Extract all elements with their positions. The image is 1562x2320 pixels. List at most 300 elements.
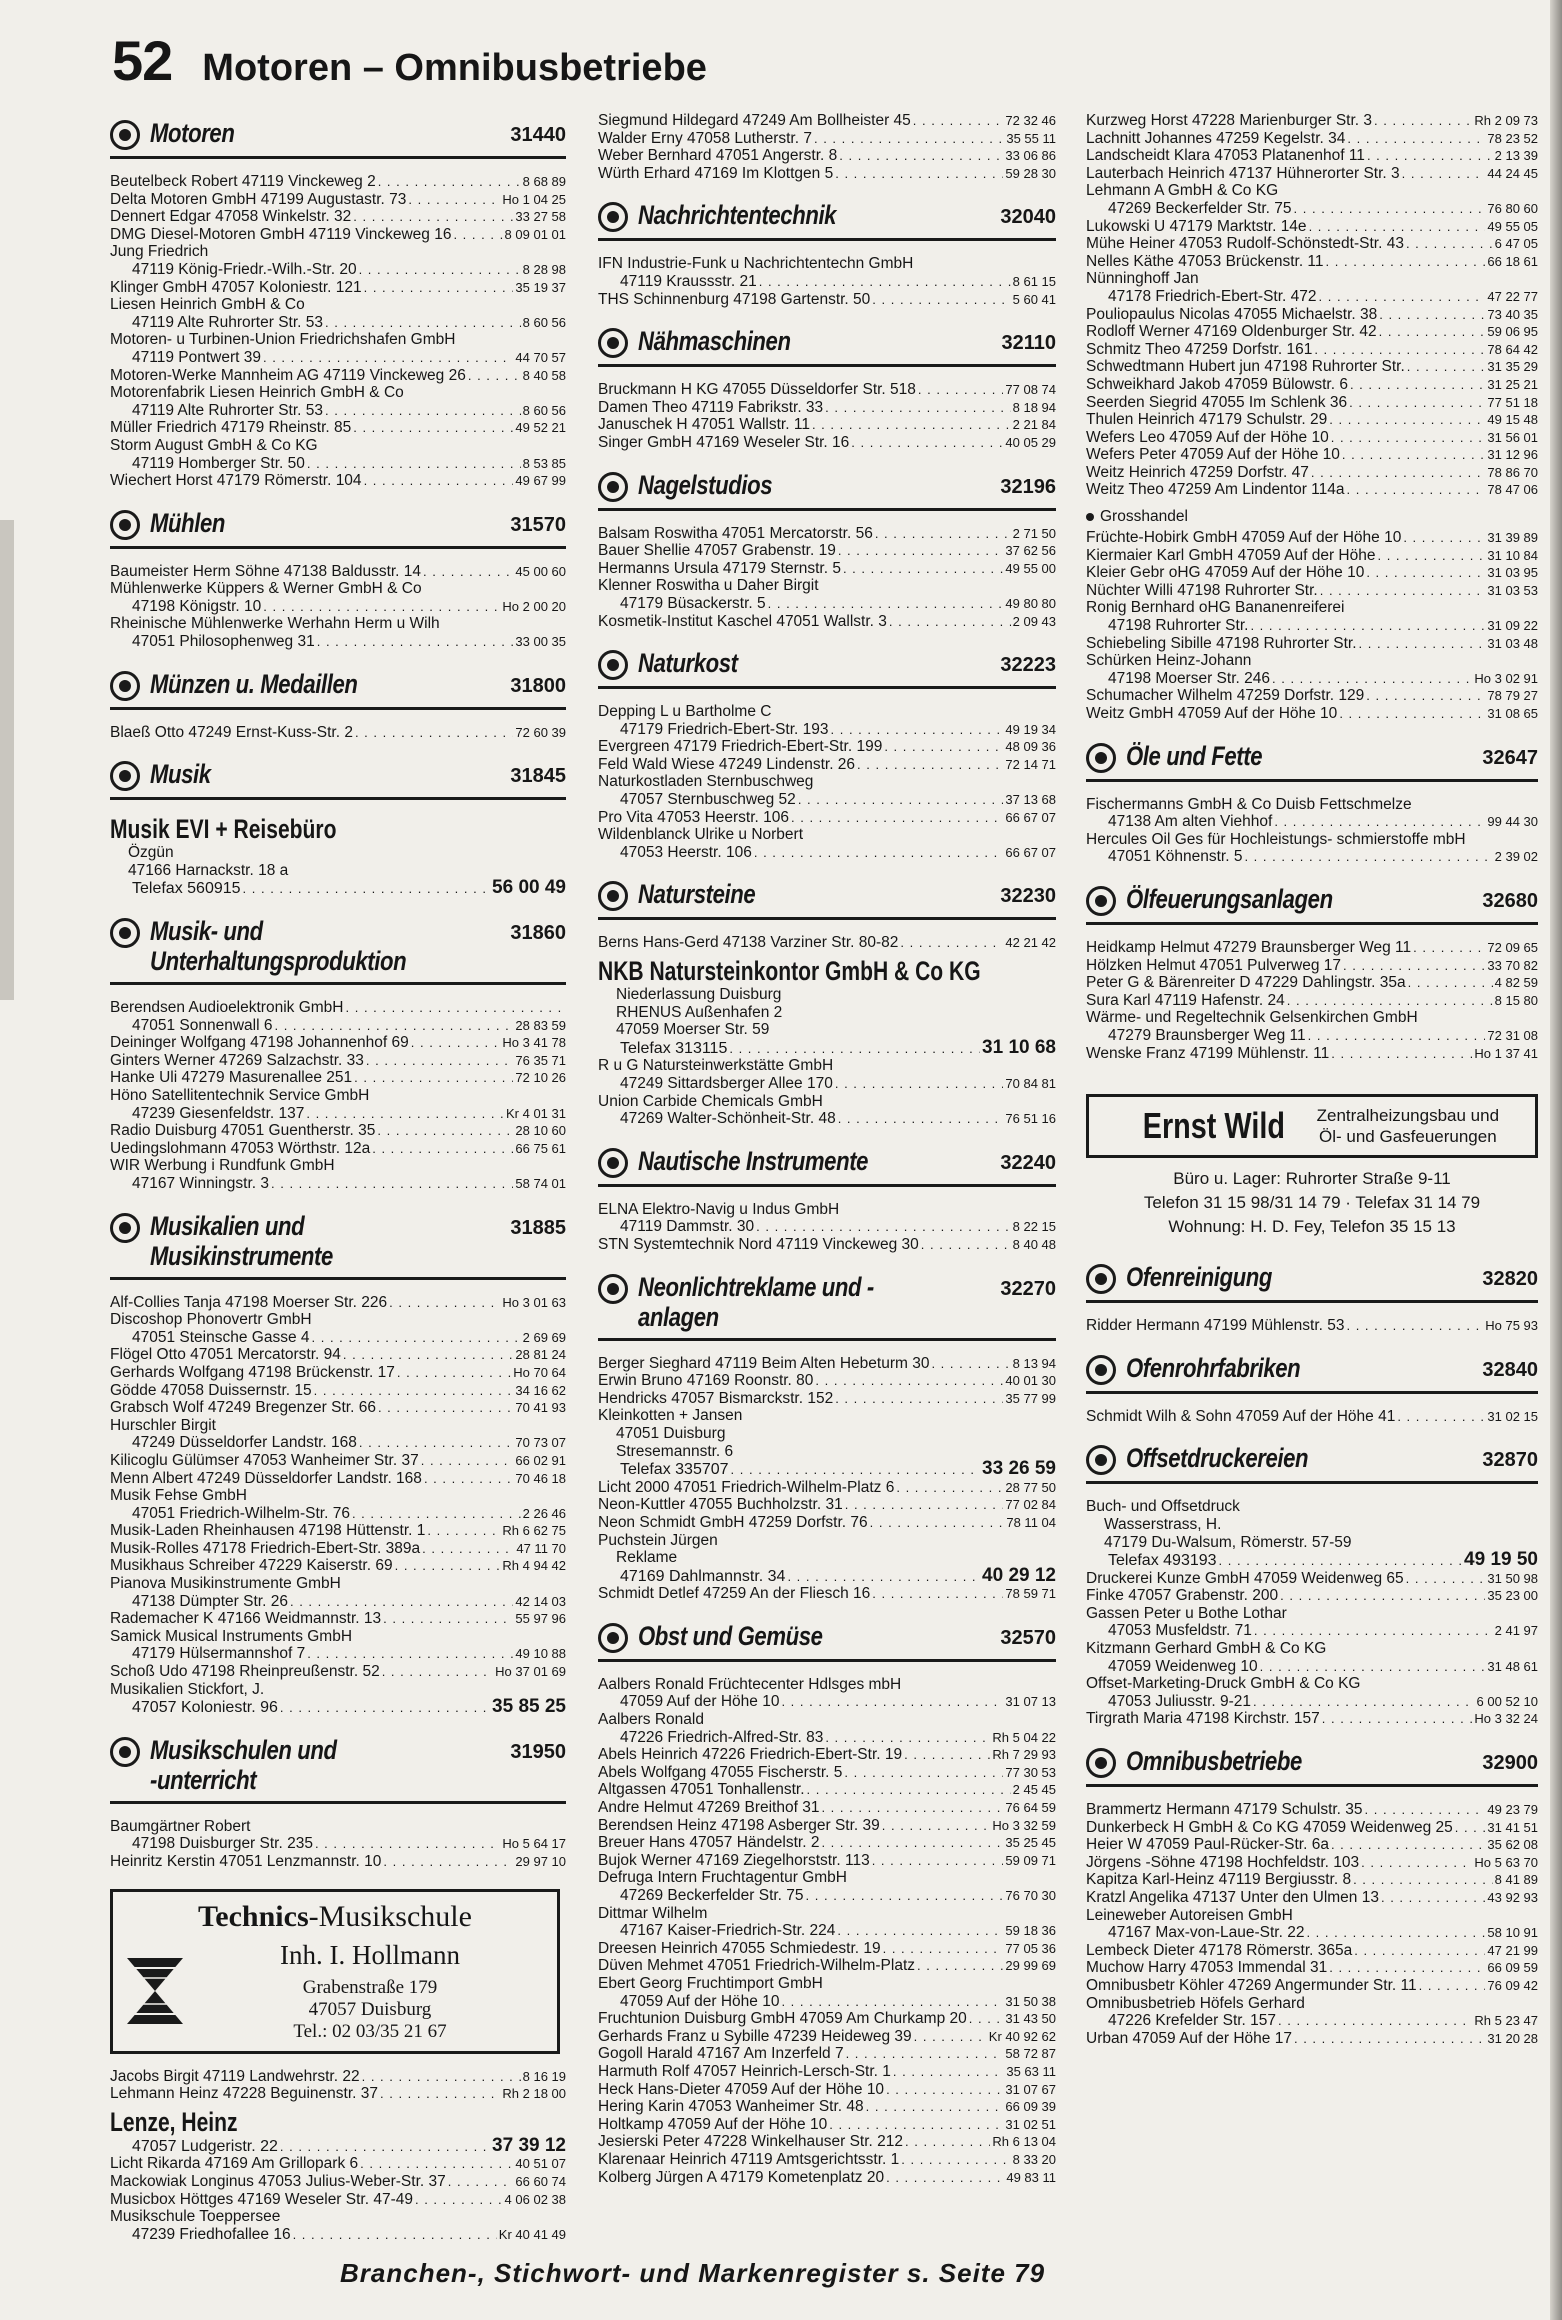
listing-line: IFN Industrie-Funk u Nachrichtentechn GmbH [598,255,914,273]
category-name: Musikschulen und -unterricht [150,1734,337,1795]
listing-entry [1086,464,1538,482]
column-1 [110,112,566,2243]
entry-name: Telefax 313115 [620,1039,728,1057]
entry-phone: 8 16 19 [522,2068,566,2084]
side-register-tab [0,520,14,1000]
entry-name: STN Systemtechnik Nord 47119 Vinckeweg 30 [598,1235,919,1253]
entry-name: Lauterbach Heinrich 47137 Hühnerorter Str. 3 [1086,164,1400,182]
listing-entry [110,279,566,297]
listing-entry [598,934,1056,952]
entry-name: Grabsch Wolf 47249 Bregenzer Str. 66 [110,1399,376,1417]
listing-line: Offset-Marketing-Druck GmbH & Co KG [1086,1675,1361,1693]
entry-phone: 28 10 60 [515,1123,566,1139]
category-title-group [110,508,490,540]
listing-entry [598,1514,1056,1532]
dot-leader [1329,1959,1485,1977]
category-bullet-icon [110,671,140,701]
entry-phone: 99 44 30 [1487,814,1538,830]
dot-leader [825,1729,990,1747]
entry-name: Müller Friedrich 47179 Rheinstr. 85 [110,419,352,437]
entry-name: Rademacher K 47166 Weidmannstr. 13 [110,1610,382,1628]
listing-entry [1086,1317,1538,1335]
category-heading [598,1615,1056,1662]
entry-name: Omnibusbetr Köhler 47269 Angermunder Str. 11 [1086,1976,1417,1994]
entry-phone: 77 51 18 [1487,394,1538,410]
entry-name: 47239 Friedhofallee 16 [132,2225,291,2243]
category-code: 31950 [510,1740,566,1763]
listing-entry [1086,1658,1538,1676]
page-edge-shadow [1550,0,1562,2320]
entry-phone: Ho 3 01 63 [502,1294,566,1310]
category-name: Motoren [150,118,235,148]
entry-name: 47226 Krefelder Str. 157 [1108,2012,1277,2030]
entry-name: 47198 Königstr. 10 [132,597,262,615]
ad-phone: Tel.: 02 03/35 21 67 [293,2020,447,2042]
entry-name: 47119 Kraussstr. 21 [620,272,757,290]
dot-leader [1377,547,1485,565]
listing-entry [598,1460,1056,1479]
entry-name: Deininger Wolfgang 47198 Johannenhof 69 [110,1034,409,1052]
listing-entry [110,1835,566,1853]
category-name: Mühlen [150,507,226,538]
listing-entry [598,1479,1056,1497]
category-code: 31570 [510,513,566,536]
listing-entry [110,1452,566,1470]
entry-phone: 2 39 02 [1494,849,1538,865]
entry-phone: 56 00 49 [492,879,566,899]
dot-leader [904,1746,990,1764]
entry-name: Beutelbeck Robert 47119 Vinckeweg 2 [110,173,376,190]
listing-line: Jung Friedrich [110,243,209,261]
entry-phone: 28 83 59 [515,1017,566,1033]
entry-phone: 31 50 38 [1005,1993,1056,2009]
listing-entry [1086,112,1538,130]
listing-line: Depping L u Bartholme C [598,703,772,721]
listing-entry [110,598,566,616]
entry-phone: 42 21 42 [1005,935,1056,951]
entry-name: Jesierski Peter 47228 Winkelhauser Str. 212 [598,2133,903,2151]
dot-leader [343,1346,513,1364]
category-title-group [598,1272,978,1332]
listing-entry [110,208,566,226]
dot-leader [913,112,1004,130]
entry-name: Schiebeling Sibille 47198 Ruhrorter Str. [1086,634,1357,652]
listing-entry [598,1922,1056,1940]
listing-line: Wildenblanck Ulrike u Norbert [598,826,804,844]
entry-phone: 8 61 15 [1012,273,1056,289]
category-code: 31440 [510,124,566,146]
listing-entry [598,416,1056,434]
entry-name: Flögel Otto 47051 Mercatorstr. 94 [110,1346,341,1364]
entry-phone: 78 59 71 [1005,1586,1056,1602]
entry-name: Kolberg Jürgen A 47179 Kometenplatz 20 [598,2168,885,2186]
entry-phone: 31 02 15 [1487,1408,1538,1424]
ad-wild-desc [1317,1105,1499,1147]
category-name: Nachrichtentechnik [638,200,837,231]
entry-name: Wenske Franz 47199 Mühlenstr. 11 [1086,1044,1330,1062]
ad-wild-desc-2: Öl- und Gasfeuerungen [1319,1127,1497,1147]
dot-leader [806,1887,1004,1905]
entry-name: 47179 Friedrich-Ebert-Str. 193 [620,720,829,738]
entry-phone: 49 19 34 [1005,721,1056,737]
dot-leader [846,2045,1004,2063]
entry-name: Balsam Roswitha 47051 Mercatorstr. 56 [598,524,873,542]
dot-leader [1365,1801,1486,1819]
entry-phone: 78 79 27 [1487,688,1538,704]
entry-name: Schumacher Wilhelm 47259 Dorfstr. 129 [1086,687,1365,705]
category-title-group [1086,741,1466,773]
dot-leader [411,1034,501,1052]
dot-leader [325,402,521,420]
listing-entry [1086,235,1538,253]
entry-phone: 33 06 86 [1005,148,1056,164]
entry-phone: 66 67 07 [1005,809,1056,825]
entry-phone: 31 41 51 [1487,1819,1538,1835]
dot-leader [921,1236,1011,1254]
entry-name: Abels Heinrich 47226 Friedrich-Ebert-Str. 19 [598,1746,903,1764]
listing-entry [598,1110,1056,1128]
listing-entry [598,1887,1056,1905]
entry-name: Damen Theo 47119 Fabrikstr. 33 [598,398,824,416]
entry-phone: 49 10 88 [515,1646,566,1662]
entry-phone: 47 11 70 [516,1540,566,1556]
entry-phone: 59 18 36 [1005,1923,1056,1939]
category-name: Ofenreinigung [1126,1262,1272,1293]
listing-line: R u G Natursteinwerkstätte GmbH [598,1057,834,1075]
entry-name: 47057 Ludgeristr. 22 [132,2137,278,2155]
entry-name: Kratzl Angelika 47137 Unter den Ulmen 13 [1086,1889,1379,1906]
listing-entry [1086,358,1538,376]
listing-line: Motorenfabrik Liesen Heinrich GmbH & Co [110,384,404,402]
entry-phone: Rh 6 13 04 [992,2134,1056,2150]
entry-name: Schmidt Detlef 47259 An der Fliesch 16 [598,1585,871,1603]
entry-phone: 8 18 94 [1012,399,1056,415]
category-code: 32040 [1000,206,1056,229]
listing-line: Baumgärtner Robert [110,1817,251,1835]
listing-entry [110,455,566,473]
listing-entry [110,402,566,420]
entry-name: Finke 47057 Grabenstr. 200 [1086,1587,1279,1605]
entry-phone: 49 52 21 [515,420,566,436]
listing-entry [110,349,566,367]
entry-name: 47119 Homberger Str. 50 [132,454,305,472]
entry-name: Januschek H 47051 Wallstr. 11 [598,416,810,434]
entry-phone: 70 41 93 [515,1400,566,1416]
listing-line: Motoren- u Turbinen-Union Friedrichshafen GmbH [110,331,456,349]
entry-name: 47059 Weidenweg 10 [1108,1657,1258,1675]
entry-name: DMG Diesel-Motoren GmbH 47119 Vinckeweg 16 [110,225,452,243]
entry-name: Dreesen Heinrich 47055 Schmiedestr. 19 [598,1939,881,1957]
entry-phone: Ho 70 64 [513,1364,566,1380]
listing-entry [110,1364,566,1382]
listing-line: Reklame [616,1549,678,1567]
entry-phone: 6 00 52 10 [1476,1693,1538,1709]
dot-leader [1413,939,1485,957]
listing-entry [1086,974,1538,992]
dot-leader [905,2133,990,2151]
entry-name: 47198 Ruhrorter Str. [1108,617,1249,635]
listing-entry [110,226,566,244]
dot-leader [1339,705,1485,723]
entry-name: 47198 Duisburger Str. 235 [132,1835,313,1853]
listing-entry [110,367,566,385]
category-heading [598,464,1056,511]
entry-phone: 31 56 01 [1487,429,1538,445]
dot-leader [352,1505,521,1523]
entry-name: 47269 Beckerfelder Str. 75 [1108,199,1292,217]
listing-entry [110,2085,566,2103]
dot-leader [1322,1710,1473,1728]
dot-leader [1343,957,1485,975]
entry-name: Muchow Harry 47053 Immendal 31 [1086,1959,1328,1977]
dot-leader [362,2068,521,2086]
listing-entry [1086,446,1538,464]
dot-leader [359,261,521,279]
listing-entry [110,1017,566,1035]
listing-entry [598,147,1056,165]
dot-leader [307,1645,513,1663]
listing-entry [110,419,566,437]
entry-phone: Ho 3 02 91 [1474,670,1538,686]
category-heading [110,663,566,710]
listing-entry [1086,1924,1538,1942]
listing-line: 47059 Moerser Str. 59 [616,1021,770,1039]
entry-phone: 8 60 56 [522,314,566,330]
entry-phone: 31 03 95 [1487,565,1538,581]
listing-entry [1086,1801,1538,1819]
listing-line: Dittmar Wilhelm [598,1904,708,1922]
listing-entry [598,2045,1056,2063]
category-heading [1086,1256,1538,1303]
entry-phone: Ho 3 41 78 [502,1035,566,1051]
dot-leader [1314,341,1485,359]
category-title-group [1086,1353,1466,1385]
dot-leader [1306,1924,1485,1942]
dot-leader [821,1799,1003,1817]
entry-name: Kurzweg Horst 47228 Marienburger Str. 3 [1086,112,1373,129]
listing-entry [598,1693,1056,1711]
listing-entry [110,1505,566,1523]
entry-phone: 8 40 58 [522,367,566,383]
dot-leader [383,1610,513,1628]
dot-leader [1408,974,1493,992]
entry-name: Weitz Heinrich 47259 Dorfstr. 47 [1086,463,1309,481]
entry-name: 47167 Winningstr. 3 [132,1174,270,1192]
entry-phone: 8 53 85 [522,455,566,471]
entry-phone: 33 27 58 [515,209,566,225]
entry-name: 47198 Moerser Str. 246 [1108,669,1270,687]
entry-name: Klarenaar Heinrich 47119 Amtsgerichtsstr. 1 [598,2150,900,2168]
category-name: Omnibusbetriebe [1126,1746,1302,1777]
entry-phone: 59 06 95 [1487,324,1538,340]
dot-leader [835,1390,1003,1408]
dot-leader [969,2010,1004,2028]
entry-name: Pro Vita 47053 Heerstr. 106 [598,808,790,826]
listing-line: 47179 Du-Walsum, Römerstr. 57-59 [1104,1533,1352,1551]
dot-leader [1367,147,1493,165]
dot-leader [781,1993,1003,2011]
listing-entry [110,1610,566,1628]
category-name: Natursteine [638,879,756,910]
entry-phone: 31 09 22 [1487,618,1538,634]
dot-leader [1254,1622,1493,1640]
entry-name: Jacobs Birgit 47119 Landwehrstr. 22 [110,2067,360,2085]
dot-leader [453,226,502,244]
entry-name: Pouliopaulus Nicolas 47055 Michaelstr. 38 [1086,305,1378,323]
dot-leader [731,1461,981,1479]
entry-name: Fruchtunion Duisburg GmbH 47059 Am Churkamp 20 [598,2010,967,2028]
dot-leader [1402,165,1486,183]
dot-leader [837,1922,1003,1940]
ad-body [125,1940,545,2043]
listing-line: Ebert Georg Fruchtimport GmbH [598,1974,823,1992]
dot-leader [423,563,513,581]
category-bullet-icon [1086,743,1116,773]
dot-leader [1320,582,1486,600]
dot-leader [1331,1836,1485,1854]
listing-entry [110,563,566,581]
entry-phone: Rh 2 09 73 [1474,113,1538,128]
entry-name: Telefax 335707 [620,1461,729,1479]
entry-name: 47178 Friedrich-Ebert-Str. 472 [1108,287,1317,305]
dot-leader [1319,288,1486,306]
listing-line: Wasserstrass, H. [1104,1515,1222,1533]
listing-entry [598,2010,1056,2028]
ad-brand: Technics [198,1899,309,1933]
entry-name: 47051 Friedrich-Wilhelm-Str. 76 [132,1504,350,1522]
dot-leader [1350,376,1485,394]
featured-firm-name: Musik EVI + Reisebüro [110,814,337,845]
entry-name: 47167 Kaiser-Friedrich-Str. 224 [620,1922,836,1940]
category-bullet-icon [110,1213,140,1243]
listing-entry [1086,481,1538,499]
dot-leader [1406,1570,1486,1588]
listing-entry [110,1698,566,1717]
listing-entry [1086,1587,1538,1605]
listing-entry [598,1585,1056,1603]
listing-entry [1086,1977,1538,1995]
listing-entry [110,1853,566,1871]
entry-name: 47179 Hülsermannshof 7 [132,1645,306,1663]
listing-entry [1086,670,1538,688]
entry-name: Bauer Shellie 47057 Grabenstr. 19 [598,542,836,560]
ad-owner: Inh. I. Hollmann [280,1939,460,1970]
entry-phone: 8 15 80 [1494,992,1538,1008]
dot-leader [821,1834,1003,1852]
category-code: 32820 [1482,1268,1538,1291]
entry-phone: 33 26 59 [982,1460,1056,1479]
category-title-group [1086,1262,1466,1294]
entry-name: 47269 Beckerfelder Str. 75 [620,1887,804,1904]
entry-phone: 35 62 08 [1487,1837,1538,1853]
listing-entry [598,1817,1056,1835]
entry-phone: Rh 7 29 93 [992,1747,1056,1763]
listing-line: Mühlenwerke Küppers & Werner GmbH & Co [110,580,422,598]
entry-name: Gödde 47058 Duissernstr. 15 [110,1381,312,1399]
listing-entry [1086,1854,1538,1872]
entry-name: 47119 Dammstr. 30 [620,1218,755,1236]
dot-leader [851,434,1003,452]
entry-phone: Kr 4 01 31 [506,1105,566,1121]
dot-leader [893,2063,1004,2081]
dot-leader [1353,1871,1493,1889]
entry-phone: 37 39 12 [492,2136,566,2156]
dot-leader [872,1585,1003,1603]
listing-entry [598,721,1056,739]
dot-leader [1347,130,1485,148]
entry-name: Wiechert Horst 47179 Römerstr. 104 [110,472,362,490]
entry-name: 47059 Auf der Höhe 10 [620,1992,780,2010]
entry-phone: Rh 2 18 00 [502,2086,566,2102]
listing-entry [598,1236,1056,1254]
entry-phone: 31 43 50 [1005,2011,1056,2027]
dot-leader [395,1557,501,1575]
entry-phone: 2 69 69 [522,1329,566,1345]
entry-name: Kleier Gebr oHG 47059 Auf der Höhe 10 [1086,564,1365,582]
category-bullet-icon [598,650,628,680]
dot-leader [422,1540,514,1558]
listing-entry [110,879,566,898]
listing-line: Schürken Heinz-Johann [1086,652,1252,670]
dot-leader [870,1514,1005,1532]
entry-phone: 4 06 02 38 [504,2191,566,2207]
entry-phone: 78 11 04 [1006,1514,1056,1530]
entry-name: Heidkamp Helmut 47279 Braunsberger Weg 11 [1086,938,1412,956]
entry-phone: 72 60 39 [515,724,566,740]
entry-name: Rodloff Werner 47169 Oldenburger Str. 42 [1086,323,1377,341]
listing-entry [110,1540,566,1558]
entry-name: Kilicoglu Gülümser 47053 Wanheimer Str. 37 [110,1451,419,1469]
listing-line: Niederlassung Duisburg [616,986,782,1004]
dot-leader [346,999,565,1017]
listing-entry [110,1645,566,1663]
entry-phone: 59 28 30 [1005,165,1056,181]
category-heading [598,873,1056,920]
entry-phone: Ho 3 32 24 [1474,1711,1538,1727]
entry-phone: 2 45 45 [1012,1782,1056,1798]
entry-name: 47138 Dümpter Str. 26 [132,1592,288,1610]
entry-phone: 76 70 30 [1005,1888,1056,1903]
dot-leader [866,2098,1004,2116]
category-name: Nautische Instrumente [638,1145,869,1176]
dot-leader [377,1122,513,1140]
entry-phone: 77 30 53 [1005,1764,1056,1780]
listing-entry [1086,130,1538,148]
dot-leader [360,2155,513,2173]
entry-name: 47051 Sonnenwall 6 [132,1016,273,1034]
listing-line: Defruga Intern Fruchtagentur GmbH [598,1869,847,1887]
listing-entry [598,2116,1056,2134]
category-bullet-icon [598,1274,628,1304]
entry-phone: Kr 40 92 62 [988,2028,1056,2044]
entry-name: Kapitza Karl-Heinz 47119 Bergiusstr. 8 [1086,1871,1352,1889]
category-bullet-icon [1086,1748,1116,1778]
listing-entry [598,2098,1056,2116]
dot-leader [931,1355,1010,1373]
dot-leader [424,1470,513,1488]
dot-leader [768,595,1004,613]
entry-phone: 42 14 03 [515,1593,566,1609]
listing-entry [1086,306,1538,324]
entry-phone: 37 13 68 [1005,792,1056,808]
dot-leader [1326,253,1486,271]
category-title-group [598,200,978,232]
entry-name: Nelles Käthe 47053 Brückenstr. 11 [1086,252,1324,270]
entry-phone: 72 32 46 [1005,113,1056,128]
entry-phone: 8 40 48 [1012,1236,1056,1252]
entry-phone: 49 55 00 [1005,560,1056,576]
category-heading [1086,1347,1538,1394]
